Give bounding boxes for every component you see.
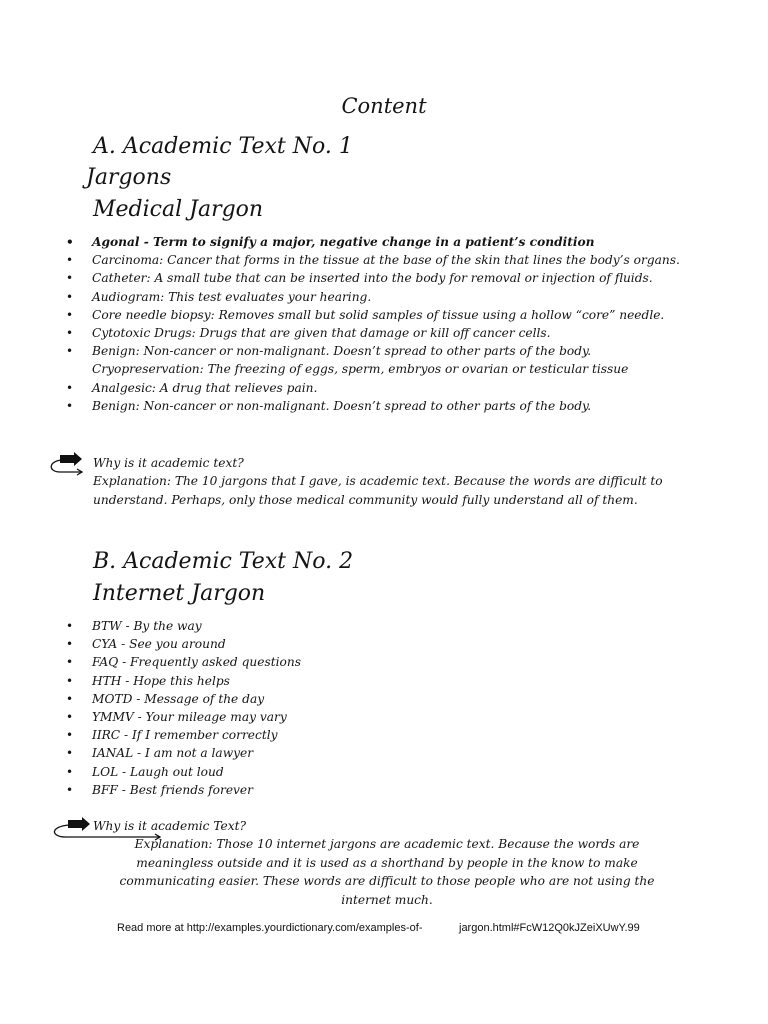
list-item: • HTH - Hope this helps: [92, 672, 592, 690]
list-item: • YMMV - Your mileage may vary: [92, 708, 592, 726]
list-item: • FAQ - Frequently asked questions: [92, 653, 592, 671]
list-item: • Agonal - Term to signify a major, negative change in a patient’s condition: [92, 233, 692, 251]
page-title: Content: [341, 94, 427, 118]
section-b-heading: B. Academic Text No. 2: [93, 549, 354, 574]
section-a-category: Medical Jargon: [93, 197, 264, 222]
section-a-question: Why is it academic text?: [93, 456, 244, 470]
section-a-heading: A. Academic Text No. 1: [93, 134, 353, 159]
list-item: • LOL - Laugh out loud: [92, 763, 592, 781]
list-item: • Benign: Non-cancer or non-malignant. Doesn’t spread to other parts of the body.: [92, 397, 692, 415]
section-b-explanation: Explanation: Those 10 internet jargons are academic text. Because the words are meaningless outside and it is used as a shorthand by people in the know to make communicating easier. These words are difficult to those people who are not using the internet much.: [119, 837, 655, 907]
list-item: • MOTD - Message of the day: [92, 690, 592, 708]
list-item: • BTW - By the way: [92, 617, 592, 635]
list-item: • BFF - Best friends forever: [92, 781, 592, 799]
source-link[interactable]: jargon.html#FcW12Q0kJZeiXUwY.99: [459, 922, 640, 934]
section-a-subheading: Jargons: [86, 165, 172, 190]
list-item: • Benign: Non-cancer or non-malignant. Doesn’t spread to other parts of the body.: [92, 342, 692, 360]
medical-jargon-list: [92, 233, 692, 415]
list-item: • Catheter: A small tube that can be inserted into the body for removal or injection of fluids.: [92, 269, 692, 287]
list-item: • Core needle biopsy: Removes small but solid samples of tissue using a hollow “core” needle.: [92, 306, 692, 324]
section-b-category: Internet Jargon: [93, 581, 266, 606]
list-item: • IIRC - If I remember correctly: [92, 726, 592, 744]
list-item: Cryopreservation: The freezing of eggs, sperm, embryos or ovarian or testicular tissue: [92, 362, 629, 377]
internet-jargon-list: [92, 617, 592, 799]
read-more-text: Read more at http://examples.yourdictionary.com/examples-of-: [117, 922, 423, 934]
arrow-icon: [44, 451, 86, 479]
list-item: • Audiogram: This test evaluates your hearing.: [92, 288, 692, 306]
section-b-question: Why is it academic Text?: [93, 819, 247, 833]
list-item: • IANAL - I am not a lawyer: [92, 744, 592, 762]
list-item: • Analgesic: A drug that relieves pain.: [92, 379, 692, 397]
section-a-explanation: Explanation: The 10 jargons that I gave, is academic text. Because the words are difficult to understand. Perhaps, only those medical community would fully understand all of them.: [93, 474, 663, 507]
list-item: • CYA - See you around: [92, 635, 592, 653]
list-item: • Carcinoma: Cancer that forms in the tissue at the base of the skin that lines the body’s organs.: [92, 251, 692, 269]
list-item: • Cytotoxic Drugs: Drugs that are given that damage or kill off cancer cells.: [92, 324, 692, 342]
